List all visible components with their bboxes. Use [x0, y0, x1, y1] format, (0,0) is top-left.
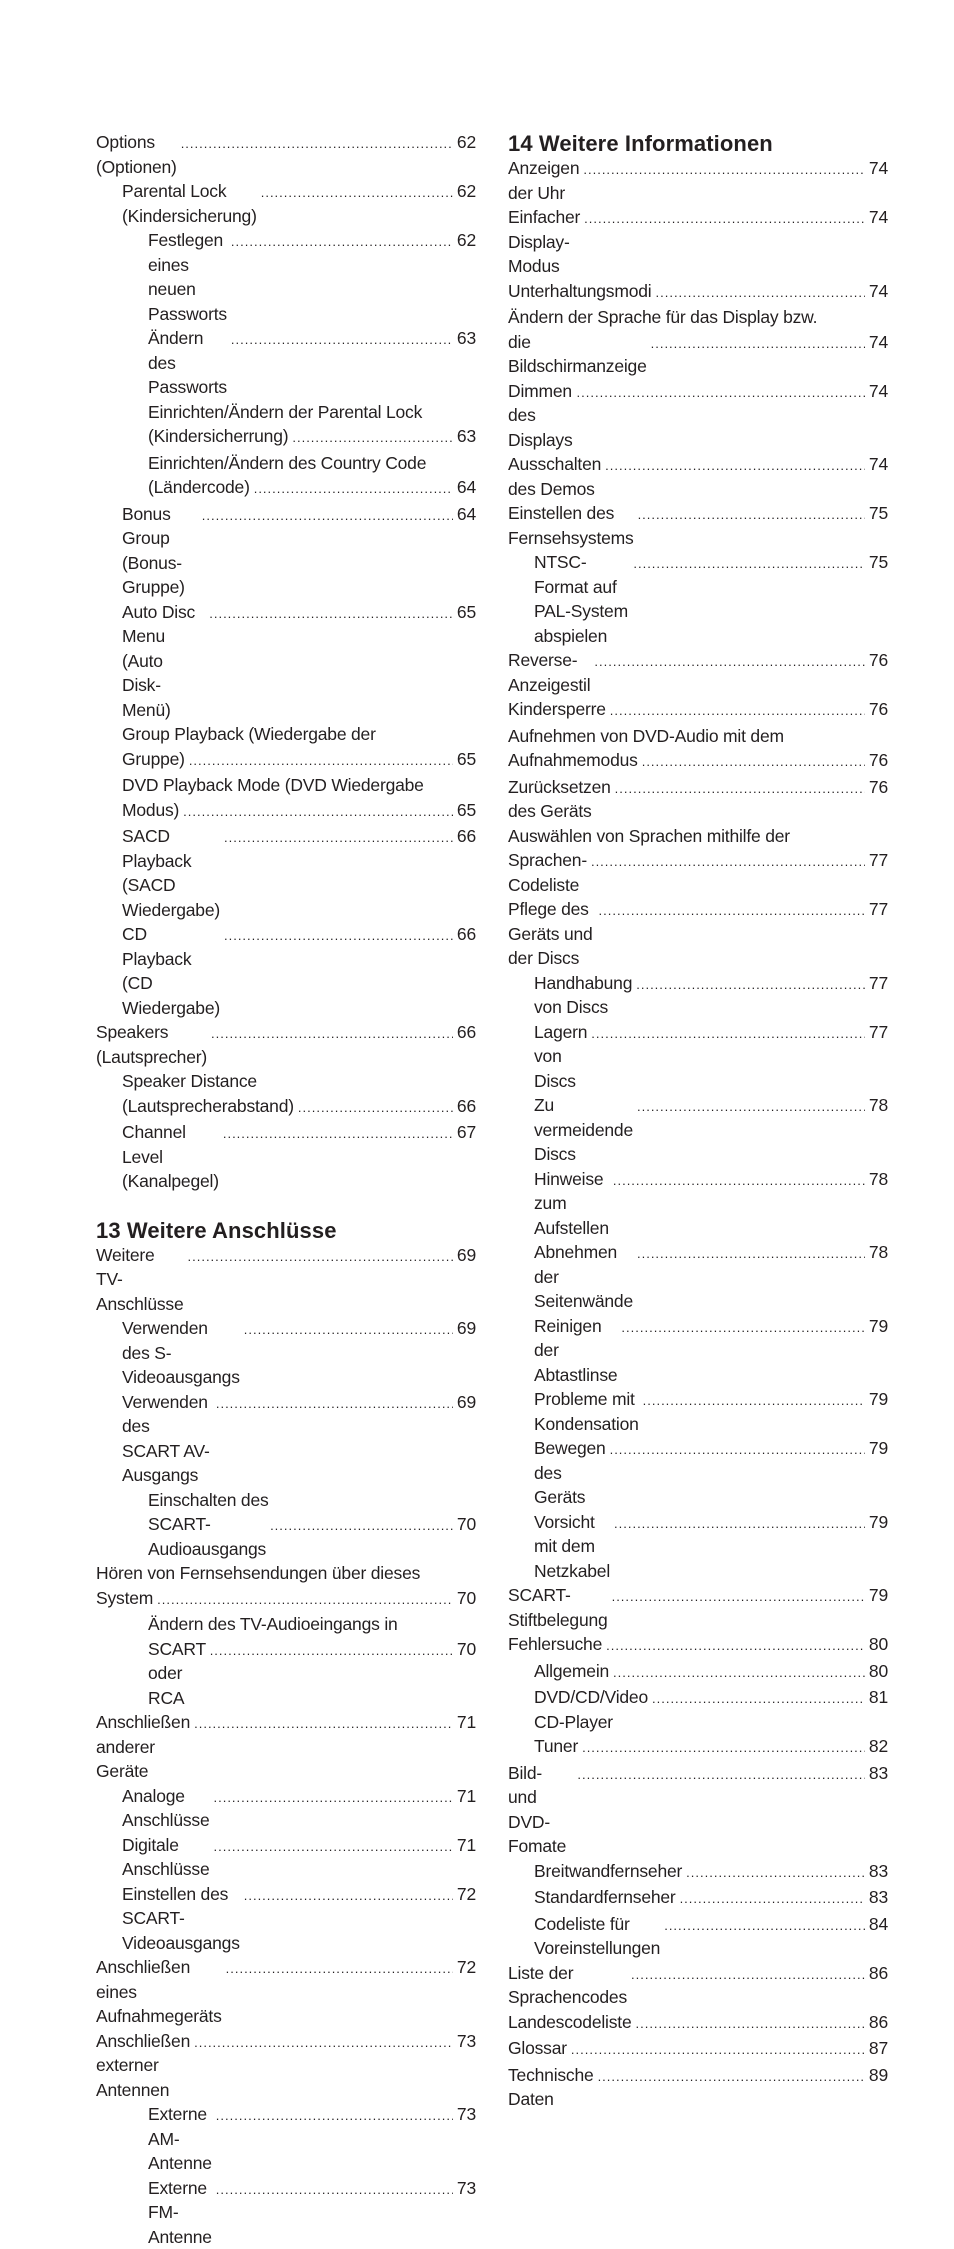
- toc-entry[interactable]: [96, 1390, 476, 1488]
- toc-entry[interactable]: [96, 179, 476, 228]
- toc-entry-title: CD Playback (CD Wiedergabe): [122, 922, 220, 1020]
- toc-page-number: 62: [457, 130, 476, 155]
- toc-entry-title: Digitale Anschlüsse: [122, 1833, 209, 1882]
- toc-entry[interactable]: [508, 1583, 888, 1632]
- toc-page-number: 78: [869, 1240, 888, 1265]
- toc-dot-leader: [583, 158, 865, 183]
- toc-page-number: 86: [869, 2010, 888, 2035]
- toc-page-number: 83: [869, 1885, 888, 1910]
- toc-dot-leader: [664, 1914, 865, 1939]
- toc-entry-title: Auswählen von Sprachen mithilfe der: [508, 824, 888, 849]
- toc-dot-leader: [577, 1763, 865, 1788]
- toc-dot-leader: [598, 2065, 865, 2090]
- toc-dot-leader: [213, 1835, 452, 1860]
- toc-dot-leader: [594, 650, 865, 675]
- toc-entry[interactable]: [96, 1784, 476, 1833]
- toc-page-number: 66: [457, 1020, 476, 1045]
- toc-entry-title: SACD Playback (SACD Wiedergabe): [122, 824, 220, 922]
- toc-entry[interactable]: [96, 326, 476, 400]
- toc-entry-last-line: [122, 747, 476, 774]
- toc-dot-leader: [599, 899, 865, 924]
- toc-page-number: 79: [869, 1583, 888, 1608]
- toc-page-number: 74: [869, 205, 888, 230]
- toc-list-continued: [96, 130, 476, 1194]
- toc-page-number: 69: [457, 1316, 476, 1341]
- toc-entry-title: Tuner: [534, 1734, 578, 1759]
- toc-entry-title-continued: SCART oder RCA: [148, 1637, 206, 1711]
- toc-entry-last-line: [122, 1094, 476, 1121]
- toc-entry[interactable]: [508, 1659, 888, 1686]
- toc-entry[interactable]: [508, 1240, 888, 1314]
- toc-entry-title: Abnehmen der Seitenwände: [534, 1240, 633, 1314]
- toc-entry[interactable]: [508, 279, 888, 306]
- toc-entry-title-continued: Sprachen-Codeliste: [508, 848, 587, 897]
- toc-entry-title: Einstellen des Fernsehsystems: [508, 501, 634, 550]
- toc-dot-leader: [636, 973, 865, 998]
- toc-entry[interactable]: [508, 1020, 888, 1094]
- toc-page-number: 66: [457, 922, 476, 947]
- section-heading-14: 14 Weitere Informationen: [508, 130, 888, 158]
- toc-dot-leader: [181, 132, 453, 157]
- toc-page-number: 70: [457, 1586, 476, 1611]
- toc-dot-leader: [157, 1588, 453, 1613]
- toc-entry-title-continued: (Lautsprecherabstand): [122, 1094, 294, 1119]
- toc-dot-leader: [686, 1861, 865, 1886]
- toc-page-number: 82: [869, 1734, 888, 1759]
- toc-dot-leader: [254, 477, 453, 502]
- toc-page-number: 69: [457, 1243, 476, 1268]
- toc-page-number: 75: [869, 550, 888, 575]
- toc-page-number: 74: [869, 379, 888, 404]
- toc-page-number: 73: [457, 2029, 476, 2054]
- toc-page-number: 78: [869, 1167, 888, 1192]
- toc-entry[interactable]: [96, 228, 476, 326]
- toc-page-number: 78: [869, 1093, 888, 1118]
- toc-page-number: 77: [869, 971, 888, 996]
- toc-dot-leader: [651, 332, 865, 357]
- toc-entry-title: Breitwandfernseher: [534, 1859, 682, 1884]
- toc-entry-title: NTSC-Format auf PAL-System abspielen: [534, 550, 629, 648]
- toc-dot-leader: [613, 1169, 865, 1194]
- toc-entry-title-continued: Gruppe): [122, 747, 185, 772]
- toc-entry[interactable]: [508, 971, 888, 1020]
- toc-entry[interactable]: [96, 1488, 476, 1562]
- toc-entry[interactable]: [96, 922, 476, 1020]
- toc-dot-leader: [571, 2038, 865, 2063]
- toc-entry-title: Einstellen des SCART-Videoausgangs: [122, 1882, 240, 1956]
- toc-dot-leader: [637, 1242, 865, 1267]
- toc-left-column: [96, 130, 476, 2249]
- toc-entry-title-continued: (Ländercode): [148, 475, 250, 500]
- toc-page-number: 86: [869, 1961, 888, 1986]
- toc-page-number: 64: [457, 502, 476, 527]
- toc-dot-leader: [183, 800, 453, 825]
- toc-entry-title: Zurücksetzen des Geräts: [508, 775, 611, 824]
- toc-dot-leader: [642, 750, 865, 775]
- toc-page-number: 75: [869, 501, 888, 526]
- toc-entry-title: Verwenden des SCART AV-Ausgangs: [122, 1390, 212, 1488]
- toc-dot-leader: [231, 328, 453, 353]
- toc-entry-last-line: [148, 424, 476, 451]
- toc-entry-title-continued: (Kindersicherrung): [148, 424, 288, 449]
- toc-dot-leader: [211, 1022, 453, 1047]
- toc-entry-title-continued: die Bildschirmanzeige: [508, 330, 647, 379]
- toc-dot-leader: [223, 1122, 453, 1147]
- toc-page-number: 74: [869, 156, 888, 181]
- toc-page-number: 79: [869, 1510, 888, 1535]
- toc-entry-title-continued: Modus): [122, 798, 179, 823]
- toc-dot-leader: [635, 2012, 864, 2037]
- toc-page-number: 72: [457, 1882, 476, 1907]
- toc-entry[interactable]: [96, 1120, 476, 1194]
- toc-entry-title: Ausschalten des Demos: [508, 452, 601, 501]
- toc-entry-title: Einrichten/Ändern der Parental Lock: [148, 400, 476, 425]
- toc-dot-leader: [194, 2031, 453, 2056]
- toc-entry-title: Verwenden des S-Videoausgangs: [122, 1316, 240, 1390]
- toc-entry-title-continued: Aufnahmemodus: [508, 748, 638, 773]
- toc-page-number: 70: [457, 1512, 476, 1537]
- toc-entry[interactable]: [96, 1710, 476, 1784]
- toc-dot-leader: [606, 1634, 865, 1659]
- toc-dot-leader: [298, 1096, 453, 1121]
- toc-entry-title: Vorsicht mit dem Netzkabel: [534, 1510, 610, 1584]
- toc-entry[interactable]: [96, 1020, 476, 1069]
- toc-page-number: 76: [869, 648, 888, 673]
- toc-entry-title: Externe FM-Antenne: [148, 2176, 212, 2249]
- toc-entry-title: DVD Playback Mode (DVD Wiedergabe: [122, 773, 476, 798]
- toc-dot-leader: [633, 552, 865, 577]
- toc-entry-title: Pflege des Geräts und der Discs: [508, 897, 595, 971]
- toc-page-number: 66: [457, 824, 476, 849]
- toc-dot-leader: [244, 1318, 453, 1343]
- toc-page-number: 71: [457, 1784, 476, 1809]
- toc-entry[interactable]: [508, 1961, 888, 2010]
- toc-entry-title: Options (Optionen): [96, 130, 177, 179]
- toc-entry-last-line: [508, 748, 888, 775]
- toc-entry-title: SCART-Stiftbelegung: [508, 1583, 608, 1632]
- toc-entry[interactable]: [96, 1561, 476, 1612]
- toc-page-number: 80: [869, 1632, 888, 1657]
- toc-entry-title: Auto Disc Menu (Auto Disk-Menü): [122, 600, 205, 723]
- toc-entry[interactable]: [96, 1243, 476, 1317]
- toc-entry-title: Standardfernseher: [534, 1885, 676, 1910]
- toc-dot-leader: [261, 181, 453, 206]
- toc-entry-title: Technische Daten: [508, 2063, 594, 2112]
- toc-entry-title: Lagern von Discs: [534, 1020, 587, 1094]
- toc-page-number: 62: [457, 179, 476, 204]
- toc-page-number: 69: [457, 1390, 476, 1415]
- toc-entry-title: Reinigen der Abtastlinse: [534, 1314, 617, 1388]
- toc-page-number: 79: [869, 1436, 888, 1461]
- toc-entry-last-line: [148, 475, 476, 502]
- toc-entry-title: Einrichten/Ändern des Country Code: [148, 451, 476, 476]
- toc-page-number: 80: [869, 1659, 888, 1684]
- toc-entry[interactable]: [508, 1734, 888, 1761]
- toc-entry[interactable]: [96, 1833, 476, 1882]
- toc-entry[interactable]: [96, 502, 476, 600]
- toc-entry-last-line: [148, 1637, 476, 1711]
- toc-entry-title: Ändern des TV-Audioeingangs in: [148, 1612, 476, 1637]
- toc-entry[interactable]: [508, 724, 888, 775]
- toc-entry[interactable]: [508, 1859, 888, 1886]
- toc-page-number: 76: [869, 697, 888, 722]
- toc-page-number: 76: [869, 748, 888, 773]
- toc-entry[interactable]: [508, 775, 888, 824]
- toc-page-number: 81: [869, 1685, 888, 1710]
- toc-entry[interactable]: [508, 1761, 888, 1859]
- toc-dot-leader: [213, 1786, 452, 1811]
- toc-dot-leader: [656, 281, 865, 306]
- toc-dot-leader: [638, 503, 865, 528]
- toc-page-number: 74: [869, 452, 888, 477]
- toc-entry[interactable]: [96, 600, 476, 723]
- toc-entry-title: Anschließen eines Aufnahmegeräts: [96, 1955, 222, 2029]
- toc-dot-leader: [216, 1392, 453, 1417]
- toc-page-number: 89: [869, 2063, 888, 2088]
- toc-page-number: 74: [869, 330, 888, 355]
- toc-dot-leader: [584, 207, 865, 232]
- toc-dot-leader: [202, 504, 453, 529]
- toc-dot-leader: [621, 1316, 865, 1341]
- toc-entry-last-line: [508, 330, 888, 379]
- toc-entry[interactable]: [508, 1885, 888, 1912]
- toc-entry[interactable]: [96, 2102, 476, 2176]
- toc-entry-title: Bewegen des Geräts: [534, 1436, 606, 1510]
- toc-dot-leader: [270, 1514, 453, 1539]
- toc-entry-title: Bonus Group (Bonus-Gruppe): [122, 502, 198, 600]
- toc-entry-title: Fehlersuche: [508, 1632, 602, 1657]
- toc-entry[interactable]: [508, 205, 888, 279]
- toc-dot-leader: [224, 826, 453, 851]
- toc-dot-leader: [605, 454, 865, 479]
- toc-dot-leader: [244, 1884, 453, 1909]
- toc-entry-title: Externe AM-Antenne: [148, 2102, 212, 2176]
- toc-entry[interactable]: [508, 2063, 888, 2112]
- toc-dot-leader: [216, 2104, 453, 2129]
- toc-entry[interactable]: [96, 400, 476, 451]
- toc-entry-title: Kindersperre: [508, 697, 606, 722]
- toc-page-number: 83: [869, 1761, 888, 1786]
- toc-entry[interactable]: [96, 2176, 476, 2249]
- toc-entry-title: Speaker Distance: [122, 1069, 476, 1094]
- toc-entry-title: Glossar: [508, 2036, 567, 2061]
- toc-list-section-13: [96, 1243, 476, 2249]
- toc-dot-leader: [194, 1712, 453, 1737]
- toc-dot-leader: [610, 699, 865, 724]
- toc-dot-leader: [577, 381, 865, 406]
- toc-dot-leader: [210, 1639, 453, 1664]
- toc-dot-leader: [591, 850, 865, 875]
- toc-entry-last-line: [96, 1586, 476, 1613]
- toc-dot-leader: [612, 1585, 865, 1610]
- toc-entry-title: Parental Lock (Kindersicherung): [122, 179, 257, 228]
- toc-page-number: 77: [869, 897, 888, 922]
- toc-entry-last-line: [508, 848, 888, 897]
- toc-entry[interactable]: [508, 305, 888, 379]
- toc-page-number: 84: [869, 1912, 888, 1937]
- toc-entry-title: Probleme mit Kondensation: [534, 1387, 639, 1436]
- toc-entry[interactable]: [508, 897, 888, 971]
- toc-entry[interactable]: [96, 451, 476, 502]
- toc-entry[interactable]: [508, 697, 888, 724]
- toc-entry[interactable]: [508, 1685, 888, 1734]
- toc-entry[interactable]: [96, 1316, 476, 1390]
- toc-entry-title: Festlegen eines neuen Passworts: [148, 228, 227, 326]
- toc-dot-leader: [209, 602, 453, 627]
- toc-page-number: 62: [457, 228, 476, 253]
- toc-entry-title: Channel Level (Kanalpegel): [122, 1120, 219, 1194]
- toc-dot-leader: [643, 1389, 865, 1414]
- toc-entry[interactable]: [508, 1912, 888, 1961]
- toc-dot-leader: [631, 1963, 865, 1988]
- toc-entry-title: Unterhaltungsmodi: [508, 279, 652, 304]
- toc-dot-leader: [652, 1687, 865, 1712]
- toc-entry[interactable]: [508, 1314, 888, 1388]
- toc-entry[interactable]: [508, 156, 888, 205]
- toc-page-number: 63: [457, 424, 476, 449]
- toc-entry[interactable]: [508, 2036, 888, 2063]
- toc-dot-leader: [591, 1022, 865, 1047]
- toc-entry-title: Ändern der Sprache für das Display bzw.: [508, 305, 888, 330]
- toc-dot-leader: [614, 1512, 865, 1537]
- toc-page-number: 74: [869, 279, 888, 304]
- toc-entry[interactable]: [96, 1069, 476, 1120]
- toc-entry[interactable]: [508, 824, 888, 898]
- toc-page-number: 77: [869, 1020, 888, 1045]
- toc-dot-leader: [224, 924, 453, 949]
- toc-dot-leader: [637, 1095, 865, 1120]
- toc-dot-leader: [610, 1438, 865, 1463]
- toc-page-number: 73: [457, 2102, 476, 2127]
- toc-entry-title: Weitere TV-Anschlüsse: [96, 1243, 184, 1317]
- toc-entry-title: Dimmen des Displays: [508, 379, 573, 453]
- toc-page-number: 66: [457, 1094, 476, 1119]
- toc-page-number: 67: [457, 1120, 476, 1145]
- toc-entry[interactable]: [96, 824, 476, 922]
- toc-entry-title: Landescodeliste: [508, 2010, 631, 2035]
- toc-page-number: 65: [457, 747, 476, 772]
- toc-page-number: 63: [457, 326, 476, 351]
- toc-entry-title: Group Playback (Wiedergabe der: [122, 722, 476, 747]
- toc-entry[interactable]: [508, 452, 888, 501]
- toc-dot-leader: [226, 1957, 453, 1982]
- toc-dot-leader: [615, 777, 865, 802]
- toc-entry-last-line: [148, 1512, 476, 1561]
- toc-entry-title: DVD/CD/Video CD-Player: [534, 1685, 648, 1734]
- toc-entry[interactable]: [96, 1882, 476, 1956]
- toc-entry[interactable]: [508, 1093, 888, 1167]
- toc-dot-leader: [582, 1736, 865, 1761]
- toc-entry-title: Speakers (Lautsprecher): [96, 1020, 207, 1069]
- toc-entry[interactable]: [96, 1955, 476, 2029]
- toc-entry-last-line: [122, 798, 476, 825]
- toc-entry-title: Liste der Sprachencodes: [508, 1961, 627, 2010]
- toc-entry-title: Aufnehmen von DVD-Audio mit dem: [508, 724, 888, 749]
- toc-list-section-14: [508, 156, 888, 2112]
- toc-dot-leader: [613, 1661, 865, 1686]
- toc-entry-title: Codeliste für Voreinstellungen: [534, 1912, 660, 1961]
- toc-entry-title: Hören von Fernsehsendungen über dieses: [96, 1561, 476, 1586]
- toc-entry[interactable]: [96, 1612, 476, 1710]
- toc-page-number: 79: [869, 1314, 888, 1339]
- toc-entry-title: Einfacher Display-Modus: [508, 205, 580, 279]
- toc-entry[interactable]: [508, 1632, 888, 1659]
- toc-dot-leader: [189, 749, 453, 774]
- toc-page-number: 70: [457, 1637, 476, 1662]
- toc-dot-leader: [216, 2178, 453, 2203]
- toc-page-number: 77: [869, 848, 888, 873]
- toc-page-number: 65: [457, 798, 476, 823]
- toc-entry[interactable]: [508, 1436, 888, 1510]
- toc-entry-title-continued: System: [96, 1586, 153, 1611]
- toc-page-number: 76: [869, 775, 888, 800]
- toc-page-number: 65: [457, 600, 476, 625]
- toc-dot-leader: [188, 1245, 453, 1270]
- toc-page-number: 87: [869, 2036, 888, 2061]
- toc-entry[interactable]: [508, 550, 888, 648]
- toc-entry-title: Anschließen anderer Geräte: [96, 1710, 190, 1784]
- toc-page-number: 64: [457, 475, 476, 500]
- toc-page-number: 71: [457, 1710, 476, 1735]
- toc-dot-leader: [292, 426, 453, 451]
- toc-page-number: 79: [869, 1387, 888, 1412]
- toc-page-number: 73: [457, 2176, 476, 2201]
- toc-entry-title: Allgemein: [534, 1659, 609, 1684]
- toc-right-column: [508, 130, 888, 2112]
- toc-entry[interactable]: [96, 722, 476, 773]
- section-heading-13: 13 Weitere Anschlüsse: [96, 1217, 476, 1245]
- toc-entry[interactable]: [96, 2029, 476, 2103]
- toc-entry-title: Anschließen externer Antennen: [96, 2029, 190, 2103]
- toc-entry-title: Bild- und DVD-Fomate: [508, 1761, 573, 1859]
- toc-entry[interactable]: [508, 501, 888, 550]
- toc-entry[interactable]: [508, 1167, 888, 1241]
- toc-entry-title: Zu vermeidende Discs: [534, 1093, 633, 1167]
- toc-entry[interactable]: [508, 1510, 888, 1584]
- toc-entry-title: Handhabung von Discs: [534, 971, 632, 1020]
- toc-entry[interactable]: [96, 773, 476, 824]
- toc-entry[interactable]: [508, 1387, 888, 1436]
- toc-entry-title: Analoge Anschlüsse: [122, 1784, 209, 1833]
- toc-entry[interactable]: [508, 2010, 888, 2037]
- toc-entry-title: Einschalten des: [148, 1488, 476, 1513]
- toc-entry[interactable]: [508, 648, 888, 697]
- toc-entry-title: Anzeigen der Uhr: [508, 156, 579, 205]
- toc-entry-title-continued: SCART-Audioausgangs: [148, 1512, 266, 1561]
- toc-entry-title: Reverse-Anzeigestil: [508, 648, 590, 697]
- toc-dot-leader: [680, 1887, 865, 1912]
- toc-entry[interactable]: [508, 379, 888, 453]
- toc-page-number: 72: [457, 1955, 476, 1980]
- toc-entry-title: Ändern des Passworts: [148, 326, 227, 400]
- toc-page-number: 71: [457, 1833, 476, 1858]
- toc-page-number: 83: [869, 1859, 888, 1884]
- toc-entry[interactable]: [96, 130, 476, 179]
- toc-entry-title: Hinweise zum Aufstellen: [534, 1167, 609, 1241]
- toc-dot-leader: [231, 230, 453, 255]
